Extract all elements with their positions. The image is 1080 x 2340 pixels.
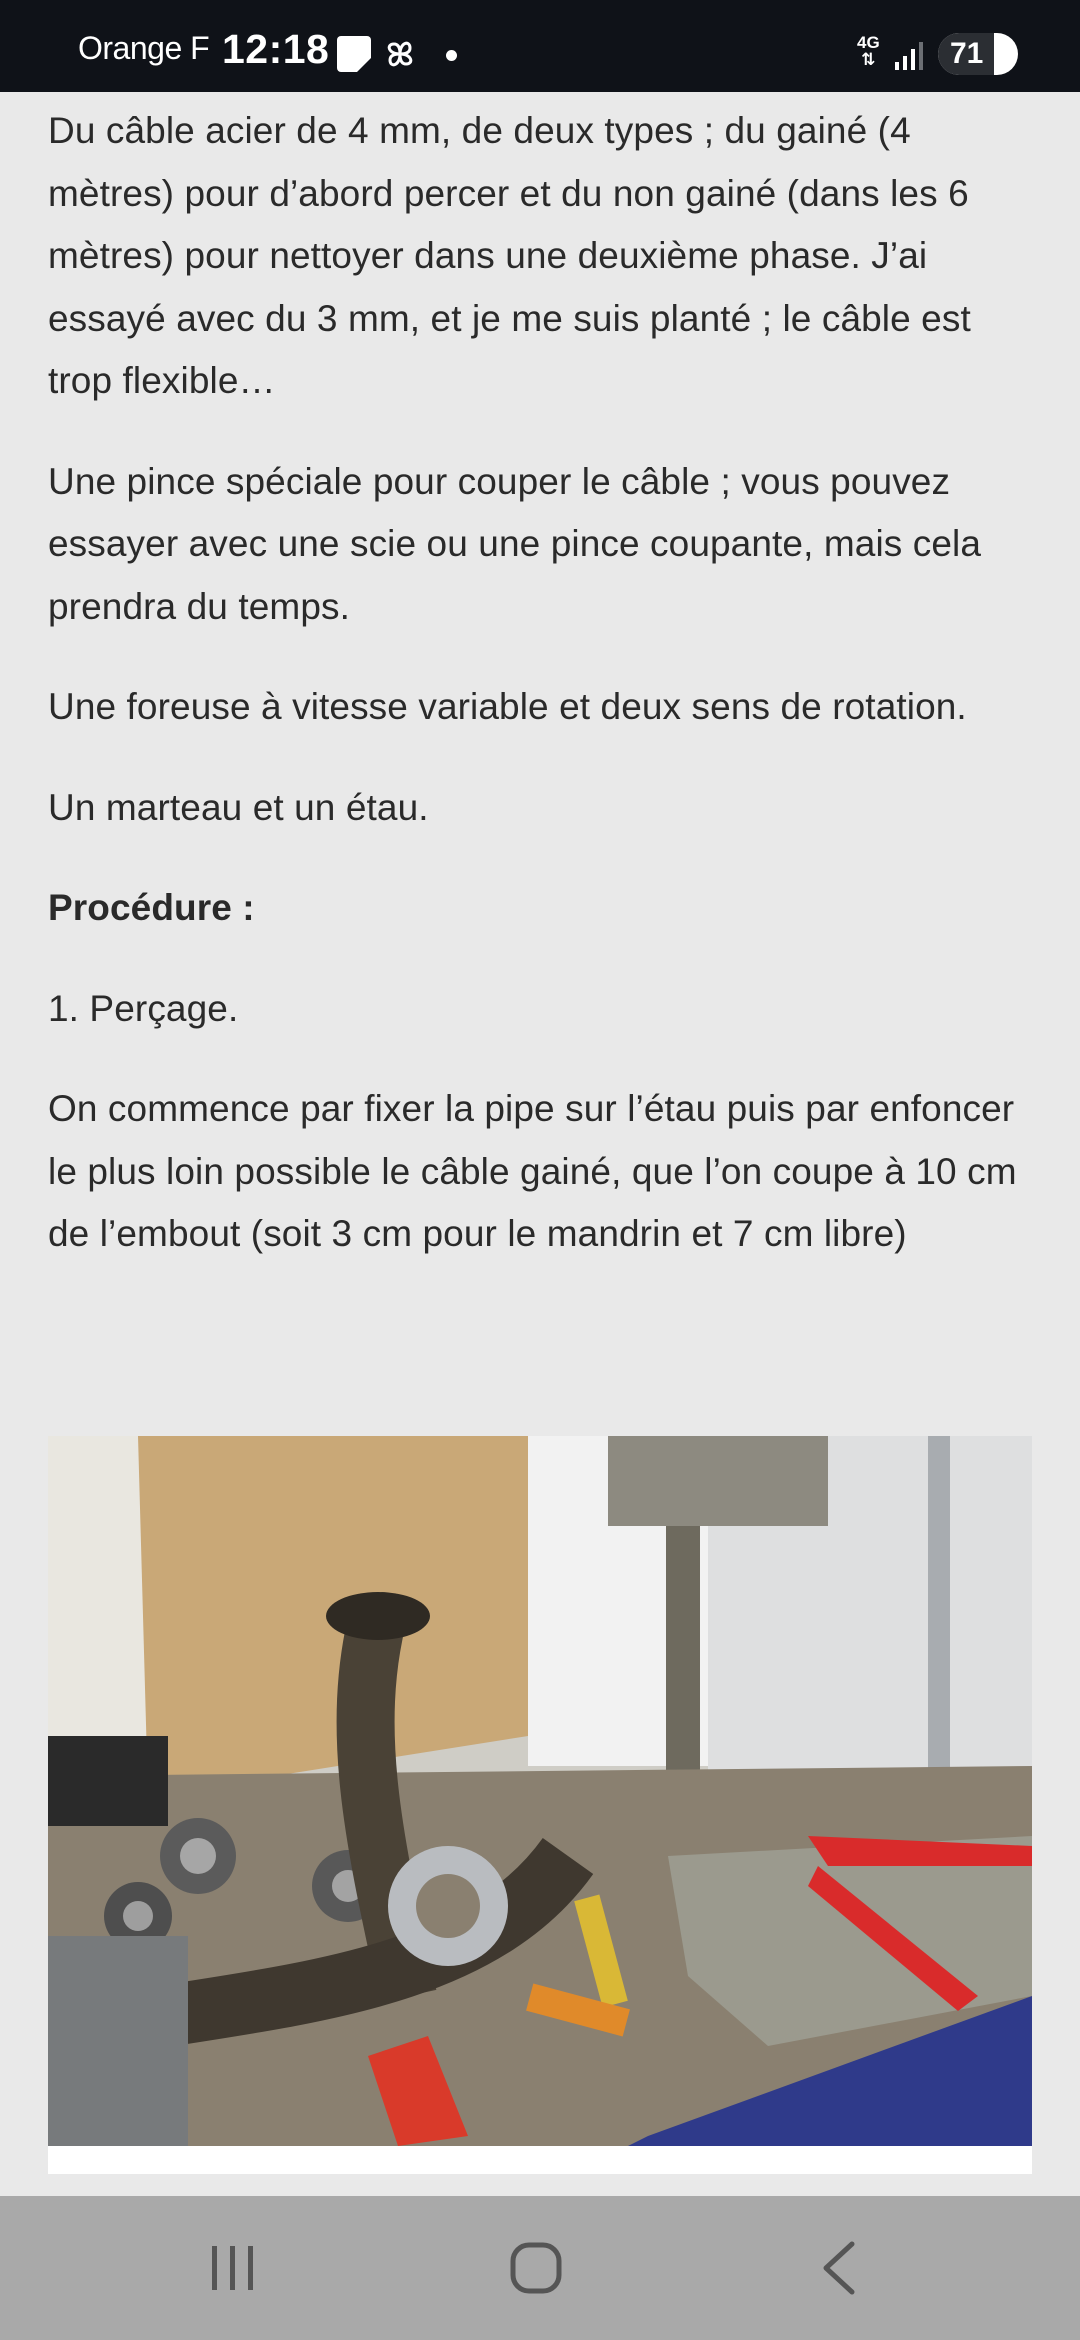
- section-heading-procedure: Procédure :: [48, 887, 255, 928]
- system-navigation-bar: [0, 2196, 1080, 2340]
- article-body: [48, 100, 1032, 1304]
- battery-level: 71: [950, 37, 984, 70]
- paragraph-procedure: On commence par fixer la pipe sur l’étau puis par enfoncer le plus loin possible le câble gainé, que l’on coupe à 10 cm de l’embout (soit 3 cm pour le mandrin et 7 cm libre): [48, 1088, 1017, 1254]
- back-icon[interactable]: [818, 2240, 858, 2296]
- photo-bottom-border: [48, 2146, 1032, 2174]
- note-icon: [337, 36, 371, 72]
- workshop-photo-drawing: [48, 1436, 1032, 2146]
- article-photo[interactable]: [48, 1436, 1032, 2146]
- clock: 12:18: [222, 26, 330, 72]
- network-label: 4G: [857, 33, 880, 52]
- paragraph-cable: Du câble acier de 4 mm, de deux types ; du gainé (4 mètres) pour d’abord percer et du non gainé (dans les 6 mètres) pour nettoyer dans une deuxième phase. J’ai essayé avec du 3 mm, et je me suis planté ; le câble est trop flexible…: [48, 110, 971, 401]
- fan-icon: [380, 34, 420, 74]
- notification-dot-icon: [446, 50, 457, 61]
- paragraph-foreuse: Une foreuse à vitesse variable et deux sens de rotation.: [48, 686, 967, 727]
- network-type: [857, 34, 880, 68]
- recents-icon[interactable]: [208, 2242, 258, 2294]
- home-icon[interactable]: [510, 2240, 562, 2296]
- battery-icon: [938, 33, 1018, 75]
- status-bar: [0, 0, 1080, 92]
- paragraph-marteau: Un marteau et un étau.: [48, 786, 429, 828]
- paragraph-pince: Une pince spéciale pour couper le câble ; vous pouvez essayer avec une scie ou une pince coupante, mais cela prendra du temps.: [48, 460, 982, 627]
- signal-icon: [893, 40, 925, 70]
- step-heading-percage: 1. Perçage.: [48, 987, 239, 1029]
- carrier-name: Orange F: [78, 30, 210, 66]
- data-arrows-icon: ⇅: [861, 50, 876, 69]
